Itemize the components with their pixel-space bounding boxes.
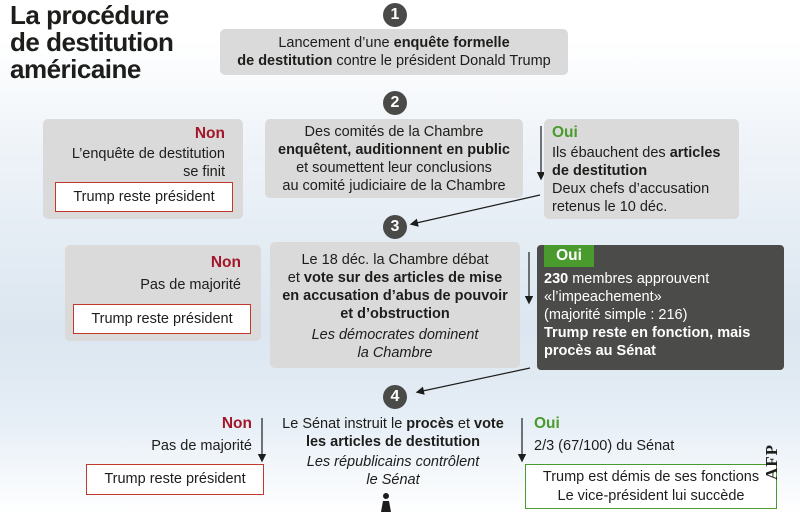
step3-no-label: Non xyxy=(210,254,241,271)
step-badge-3: 3 xyxy=(383,215,407,239)
step3-yes-box xyxy=(537,245,784,370)
step3-yes-label: Oui xyxy=(556,247,582,264)
step4-yes-text: 2/3 (67/100) du Sénat xyxy=(534,438,675,454)
step2-no-outcome: Trump reste président xyxy=(55,182,233,212)
step3-yes-text: 230 membres approuvent «l’impeachement» (majorité simple : 216) Trump reste en fonction, mais procès au Sénat xyxy=(544,271,751,359)
arrow-to-step4 xyxy=(418,368,530,392)
step2-no-text: L’enquête de destitution se finit xyxy=(71,146,225,180)
arrow-to-step3 xyxy=(412,195,540,224)
step4-yes-label: Oui xyxy=(534,415,560,432)
step2-no-label: Non xyxy=(194,125,225,142)
step2-yes-label: Oui xyxy=(552,124,578,141)
step4-center-text: Le Sénat instruit le procès et vote les articles de destitution Les républicains contrôlent le Sénat xyxy=(282,416,504,488)
step-badge-4: 4 xyxy=(383,385,407,409)
step-badge-2: 2 xyxy=(383,91,407,115)
step4-no-outcome: Trump reste président xyxy=(86,464,264,495)
step2-yes-text: Ils ébauchent des articles de destitution Deux chefs d’accusation retenus le 10 déc. xyxy=(552,145,721,215)
afp-logo: AFP xyxy=(762,443,781,480)
step4-yes-outcome: Trump est démis de ses fonctions Le vice-président lui succède xyxy=(525,464,777,509)
step4-no-label: Non xyxy=(221,415,252,432)
step3-no-box xyxy=(65,245,261,341)
page-title: La procédure de destitution américaine xyxy=(10,0,174,84)
step2-no-box xyxy=(43,119,243,219)
step1-box: Lancement d’une enquête formelle de destitution contre le président Donald Trump xyxy=(220,29,568,75)
step2-center-box: Des comités de la Chambre enquêtent, auditionnent en public et soumettent leur conclusions au comité judiciaire de la Chambre xyxy=(265,119,523,198)
step2-yes-box xyxy=(544,119,739,219)
step3-no-outcome: Trump reste président xyxy=(73,304,251,334)
step4-no-text: Pas de majorité xyxy=(151,438,252,454)
step3-center-box: Le 18 déc. la Chambre débat et vote sur des articles de mise en accusation d’abus de pouvoir et d’obstruction Les démocrates dominent la Chambre xyxy=(270,242,520,368)
person-icon xyxy=(381,493,391,512)
step3-no-text: Pas de majorité xyxy=(140,277,241,293)
step-badge-1: 1 xyxy=(383,3,407,27)
